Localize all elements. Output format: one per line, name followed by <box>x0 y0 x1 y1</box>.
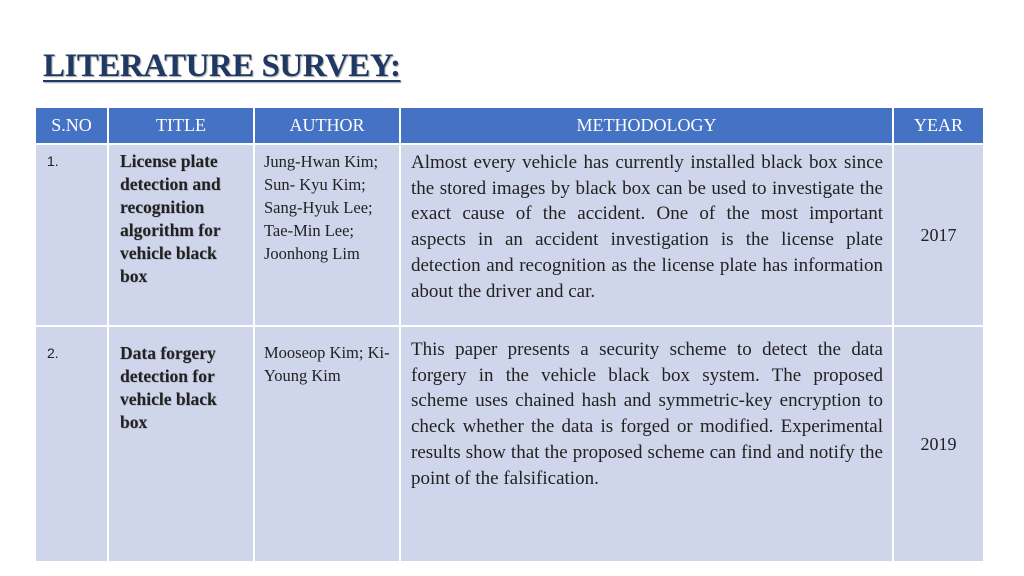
table-header-row <box>36 108 983 144</box>
header-title: TITLE <box>108 108 254 144</box>
cell-sno: 2. <box>36 326 108 562</box>
header-year: YEAR <box>893 108 983 144</box>
header-methodology: METHODOLOGY <box>400 108 893 144</box>
cell-title: License plate detection and recognition algorithm for vehicle black box <box>108 144 254 326</box>
cell-year: 2019 <box>893 326 983 562</box>
cell-methodology: This paper presents a security scheme to detect the data forgery in the vehicle black box system. The proposed scheme uses chained hash and symmetric-key encryption to check whether the data is forged or modified. Experimental results show that the proposed scheme can find and notify the point of the falsification. <box>400 326 893 562</box>
cell-sno: 1. <box>36 144 108 326</box>
literature-table <box>36 108 983 563</box>
cell-methodology: Almost every vehicle has currently installed black box since the stored images by black box can be used to investigate the exact cause of the accident. One of the most important aspects in an accident investigation is the license plate detection and recognition as the license plate has information about the driver and car. <box>400 144 893 326</box>
header-sno: S.NO <box>36 108 108 144</box>
page-title: LITERATURE SURVEY: <box>43 48 401 84</box>
cell-author: Mooseop Kim; Ki-Young Kim <box>254 326 400 562</box>
cell-title: Data forgery detection for vehicle black box <box>108 326 254 562</box>
cell-author: Jung-Hwan Kim; Sun- Kyu Kim; Sang-Hyuk Lee; Tae-Min Lee; Joonhong Lim <box>254 144 400 326</box>
table-row <box>36 144 983 326</box>
header-author: AUTHOR <box>254 108 400 144</box>
table-row <box>36 326 983 562</box>
cell-year: 2017 <box>893 144 983 326</box>
